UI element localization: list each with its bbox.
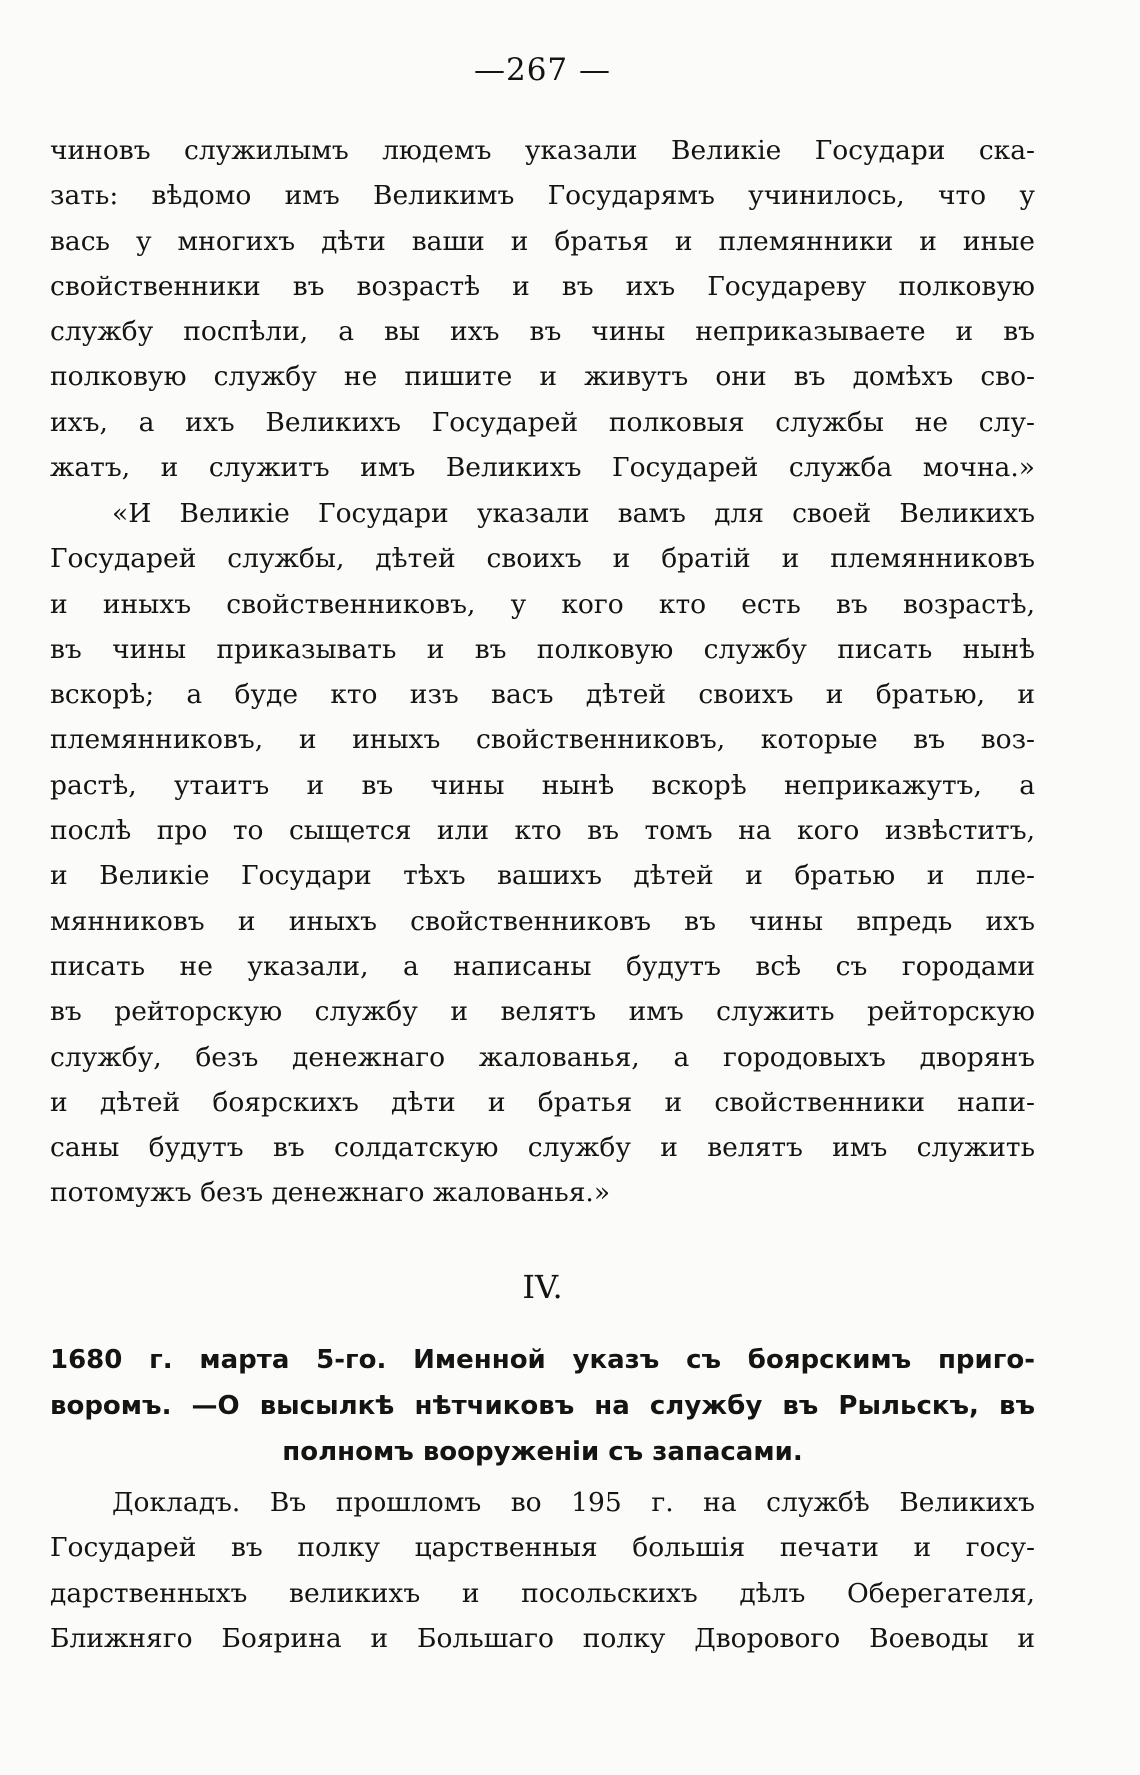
document-heading	[50, 1337, 1035, 1475]
text-line: чиновъ служилымъ людемъ указали Великіе Государи ска-	[50, 135, 1035, 166]
text-line: и иныхъ свойственниковъ, у кого кто есть въ возрастѣ,	[50, 588, 1035, 620]
text-line: жатъ, и служитъ имъ Великихъ Государей служба мочна.»	[50, 452, 1035, 484]
text-line: вась у многихъ дѣти ваши и братья и племянники и иные	[50, 225, 1035, 257]
text-line: саны будутъ въ солдатскую службу и велятъ имъ служить	[50, 1132, 1035, 1164]
text-line: свойственники въ возрастѣ и въ ихъ Государеву полковую	[50, 270, 1035, 302]
text-line: ихъ, а ихъ Великихъ Государей полковыя службы не слу-	[50, 406, 1035, 438]
text-line: вскорѣ; а буде кто изъ васъ дѣтей своихъ и братью, и	[50, 679, 1035, 711]
text-line: службу поспѣли, а вы ихъ въ чины неприказываете и въ	[50, 316, 1035, 348]
text-line: Государей въ полку царственныя большія печати и госу-	[50, 1532, 1035, 1564]
page-number: —267 —	[473, 52, 612, 88]
paragraph-1	[50, 128, 1035, 490]
text-line: зать: вѣдомо имъ Великимъ Государямъ учинилось, что у	[50, 180, 1035, 212]
text-line: полковую службу не пишите и живутъ они въ домѣхъ сво-	[50, 361, 1035, 393]
text-line: Ближняго Боярина и Большаго полку Дворового Воеводы и	[50, 1622, 1035, 1654]
text-line: и Великіе Государи тѣхъ вашихъ дѣтей и братью и пле-	[50, 860, 1035, 892]
text-line: Докладъ. Въ прошломъ во 195 г. на службѣ Великихъ	[112, 1487, 1035, 1518]
text-line: въ рейторскую службу и велятъ имъ служить рейторскую	[50, 996, 1035, 1028]
heading-line: полномъ вооруженіи съ запасами.	[282, 1437, 803, 1467]
text-line: службу, безъ денежнаго жалованья, а городовыхъ дворянъ	[50, 1041, 1035, 1073]
book-page	[50, 0, 1035, 1775]
text-line: племянниковъ, и иныхъ свойственниковъ, которые въ воз-	[50, 724, 1035, 756]
heading-line: воромъ. —О высылкѣ нѣтчиковъ на службу въ Рыльскъ, въ	[50, 1391, 1035, 1421]
text-line: въ чины приказывать и въ полковую службу писать нынѣ	[50, 633, 1035, 665]
text-line: писать не указали, а написаны будутъ всѣ съ городами	[50, 950, 1035, 982]
text-line: «И Великіе Государи указали вамъ для своей Великихъ	[112, 498, 1035, 529]
text-line: потомужъ безъ денежнаго жалованья.»	[50, 1177, 611, 1209]
text-line: дарственныхъ великихъ и посольскихъ дѣлъ Оберегателя,	[50, 1577, 1035, 1609]
text-line: растѣ, утаитъ и въ чины нынѣ вскорѣ неприкажутъ, а	[50, 769, 1035, 801]
section-number: IV.	[522, 1268, 563, 1306]
text-line: и дѣтей боярскихъ дѣти и братья и свойственники напи-	[50, 1086, 1035, 1118]
paragraph-2	[50, 491, 1035, 1216]
text-line: послѣ про то сыщется или кто въ томъ на кого извѣститъ,	[50, 815, 1035, 847]
paragraph-3	[50, 1480, 1035, 1661]
text-line: мянниковъ и иныхъ свойственниковъ въ чины впредь ихъ	[50, 905, 1035, 937]
heading-line: 1680 г. марта 5-го. Именной указъ съ боярскимъ приго-	[50, 1345, 1035, 1375]
text-line: Государей службы, дѣтей своихъ и братій и племянниковъ	[50, 543, 1035, 575]
